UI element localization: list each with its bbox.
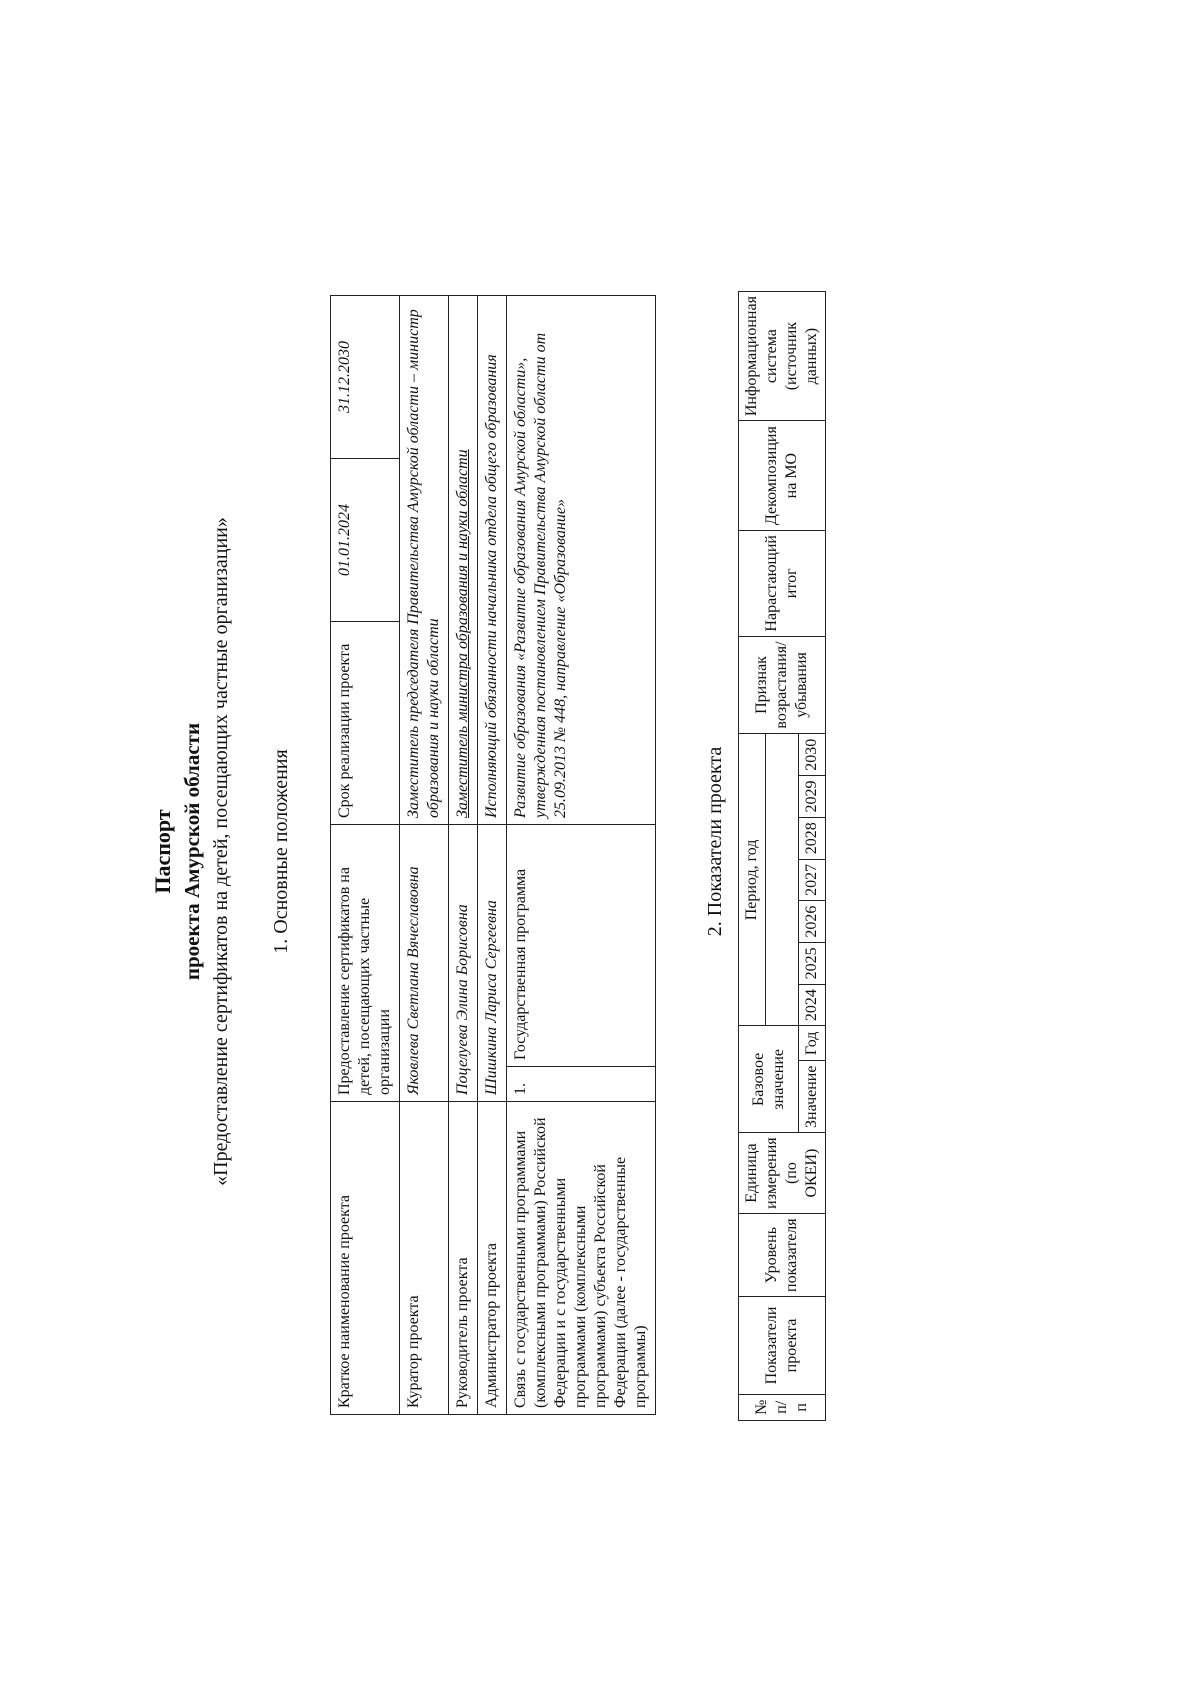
- col-base-value: Значение: [799, 1061, 826, 1133]
- col-base: Базовое значение: [739, 1026, 799, 1133]
- document-title: Паспорт: [150, 809, 175, 894]
- col-period: Период, год: [739, 734, 766, 1026]
- program-link-label: Связь с государственными программами (комплексными программами) Российской Федерации и с государственными программами (комплексными программами) субъекта Российской Федерации (далее - государственные программы): [507, 1102, 656, 1415]
- year-header: 2028: [799, 817, 826, 859]
- year-header: 2029: [799, 776, 826, 818]
- col-base-year: Год: [799, 1026, 826, 1061]
- head-label: Руководитель проекта: [449, 1102, 478, 1415]
- indicators-table: [738, 291, 826, 1421]
- main-provisions-table: [330, 295, 656, 1415]
- col-unit: Единица измерения (по ОКЕИ): [739, 1133, 826, 1214]
- table-row: [478, 296, 507, 1415]
- curator-label: Куратор проекта: [400, 1102, 449, 1415]
- table-row: [449, 296, 478, 1415]
- section2-heading: 2. Показатели проекта: [704, 746, 726, 937]
- period-start: 01.01.2024: [331, 459, 400, 622]
- table-row: [739, 292, 766, 1421]
- table-row: [331, 296, 400, 1415]
- year-header: 2030: [799, 734, 826, 776]
- section1-heading: 1. Основные положения: [270, 749, 292, 954]
- col-num: № п/п: [739, 1394, 826, 1420]
- admin-position: Исполняющий обязанности начальника отдела общего образования: [478, 296, 507, 825]
- curator-name: Яковлева Светлана Вячеславовна: [400, 825, 449, 1102]
- col-cumulative: Нарастающий итог: [739, 531, 826, 637]
- short-name-label: Краткое наименование проекта: [331, 1102, 400, 1415]
- head-name: Поцелуева Элина Борисовна: [449, 825, 478, 1102]
- period-label: Срок реализации проекта: [331, 622, 400, 825]
- project-name: «Предоставление сертификатов на детей, посещающих частные организации»: [210, 517, 232, 1186]
- col-decomposition: Декомпозиция на МО: [739, 421, 826, 531]
- period-end: 31.12.2030: [331, 296, 400, 459]
- col-source: Информационная система (источник данных): [739, 292, 826, 421]
- col-indicator: Показатели проекта: [739, 1297, 826, 1394]
- year-header: 2026: [799, 901, 826, 943]
- admin-label: Администратор проекта: [478, 1102, 507, 1415]
- admin-name: Шишкина Лариса Сергеевна: [478, 825, 507, 1102]
- col-level: Уровень показателя: [739, 1213, 826, 1296]
- table-row: [400, 296, 449, 1415]
- document-subtitle: проекта Амурской области: [180, 722, 204, 981]
- curator-position: Заместитель председателя Правительства Амурской области – министр образования и науки области: [400, 296, 449, 825]
- col-trend: Признак возрастания/ убывания: [739, 636, 826, 734]
- table-row: [507, 296, 656, 1415]
- year-header: 2027: [799, 859, 826, 901]
- year-header: 2024: [799, 984, 826, 1026]
- program-link-value: Развитие образования «Развитие образования Амурской области», утвержденная постановлением Правительства Амурской области от 25.09.2013 № 448, направление «Образование»: [507, 296, 656, 825]
- period-subheader: [766, 734, 799, 1026]
- head-position: Заместитель министра образования и науки области: [449, 296, 478, 825]
- year-header: 2025: [799, 943, 826, 985]
- short-name-value: Предоставление сертификатов на детей, посещающих частные организации: [331, 825, 400, 1102]
- program-link-type: Государственная программа: [507, 825, 656, 1067]
- program-link-num: 1.: [507, 1067, 656, 1102]
